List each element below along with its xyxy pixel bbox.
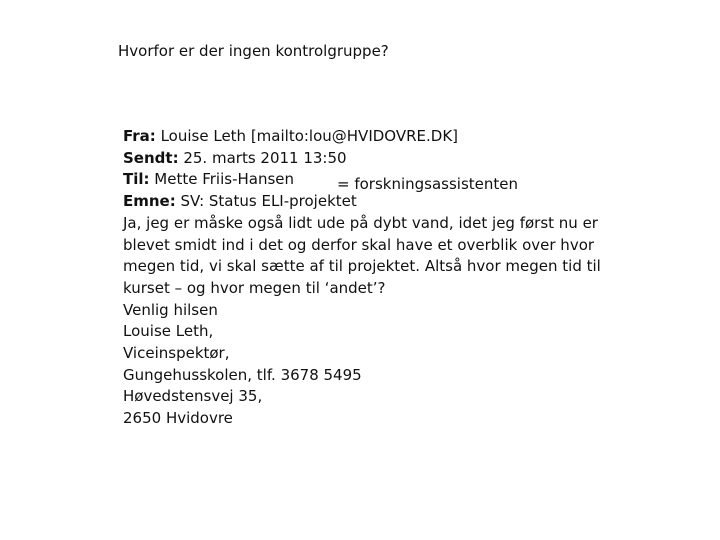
email-quote bbox=[123, 126, 643, 430]
from-value: Louise Leth [mailto:lou@HVIDOVRE.DK] bbox=[160, 127, 459, 145]
email-body: Ja, jeg er måske også lidt ude på dybt vand, idet jeg først nu er blevet smidt ind i det og derfor skal have et overblik over hvor megen tid, vi skal sætte af til projektet. Altså hvor megen tid til kurset – og hvor megen til ‘andet’? bbox=[123, 213, 601, 297]
subject-label: Emne: bbox=[123, 192, 176, 211]
signature-line: 2650 Hvidovre bbox=[123, 409, 233, 428]
email-to-line bbox=[123, 169, 643, 194]
email-sent-line bbox=[123, 148, 643, 170]
sent-label: Sendt: bbox=[123, 148, 179, 167]
from-label: Fra: bbox=[123, 127, 156, 145]
email-subject-line bbox=[123, 191, 643, 213]
sent-value: 25. marts 2011 13:50 bbox=[183, 148, 347, 167]
to-value: Mette Friis-Hansen bbox=[154, 170, 295, 189]
signature-line: Gungehusskolen, tlf. 3678 5495 bbox=[123, 365, 362, 384]
signature-line: Høvedstensvej 35, bbox=[123, 387, 263, 406]
signature-line: Louise Leth, bbox=[123, 322, 214, 341]
subject-value: SV: Status ELI-projektet bbox=[180, 192, 357, 211]
to-label: Til: bbox=[123, 170, 150, 189]
signature-line: Viceinspektør, bbox=[123, 344, 230, 363]
signature-line: Venlig hilsen bbox=[123, 300, 218, 319]
recipient-role-note: = forskningsassistenten bbox=[337, 175, 519, 194]
email-from-line bbox=[123, 126, 643, 148]
slide-title: Hvorfor er der ingen kontrolgruppe? bbox=[118, 42, 389, 60]
email-signature bbox=[123, 300, 643, 430]
